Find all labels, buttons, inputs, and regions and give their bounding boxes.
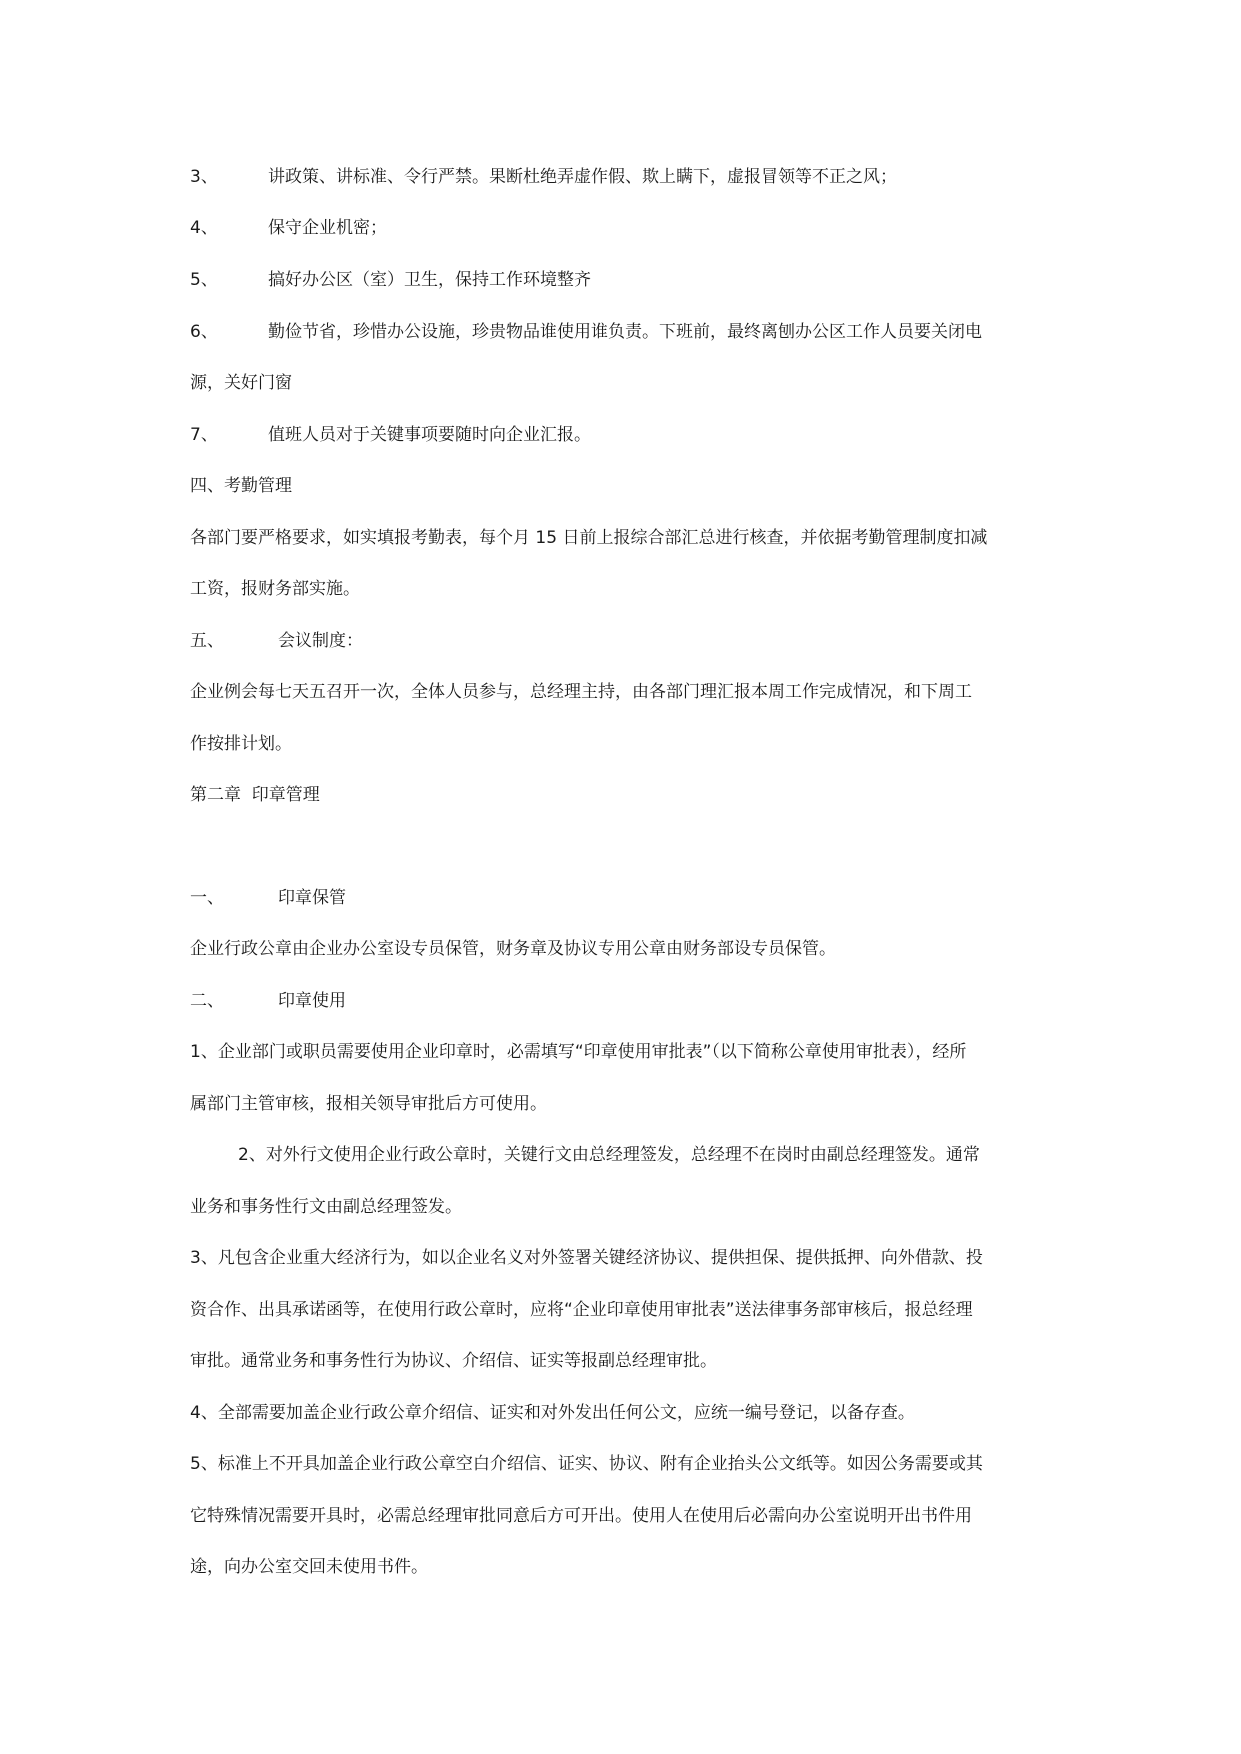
rule-text: 保守企业机密； <box>268 218 387 238</box>
usage-item-1-line: 属部门主管审核，报相关领导审批后方可使用。 <box>190 1094 547 1114</box>
attendance-paragraph-line: 工资，报财务部实施。 <box>190 579 360 599</box>
rule-number: 3、 <box>190 167 218 187</box>
usage-item-2-line: 业务和事务性行文由副总经理签发。 <box>190 1197 462 1217</box>
usage-item-3-line: 资合作、出具承诺函等，在使用行政公章时，应将“企业印章使用审批表”送法律事务部审核后，报总经理 <box>190 1300 973 1320</box>
rule-item-6 <box>190 320 982 344</box>
rule-item-4 <box>190 216 387 240</box>
attendance-heading: 四、考勤管理 <box>190 476 292 496</box>
rule-item-3 <box>190 165 897 189</box>
section-heading-text: 印章保管 <box>278 888 346 908</box>
section-heading-text: 会议制度： <box>278 631 363 651</box>
meeting-paragraph-line: 作按排计划。 <box>190 734 292 754</box>
rule-text: 值班人员对于关键事项要随时向企业汇报。 <box>268 425 591 445</box>
rule-text: 勤俭节省，珍惜办公设施，珍贵物品谁使用谁负责。下班前，最终离刨办公区工作人员要关闭电 <box>268 322 982 342</box>
usage-item-5-line: 5、标准上不开具加盖企业行政公章空白介绍信、证实、协议、附有企业抬头公文纸等。如因公务需要或其 <box>190 1454 983 1474</box>
section-number: 二、 <box>190 991 224 1011</box>
attendance-paragraph-line: 各部门要严格要求，如实填报考勤表，每个月 15 日前上报综合部汇总进行核查，并依据考勤管理制度扣减 <box>190 528 988 548</box>
chapter-title: 第二章 印章管理 <box>190 785 320 805</box>
usage-item-3-line: 3、凡包含企业重大经济行为，如以企业名义对外签署关键经济协议、提供担保、提供抵押、向外借款、投 <box>190 1248 983 1268</box>
rule-number: 5、 <box>190 270 218 290</box>
usage-item-5-line: 它特殊情况需要开具时，必需总经理审批同意后方可开出。使用人在使用后必需向办公室说明开出书件用 <box>190 1506 972 1526</box>
usage-item-5-line: 途，向办公室交回未使用书件。 <box>190 1557 428 1577</box>
usage-item-4-line: 4、全部需要加盖企业行政公章介绍信、证实和对外发出任何公文，应统一编号登记，以备存查。 <box>190 1403 915 1423</box>
meeting-paragraph-line: 企业例会每七天五召开一次，全体人员参与，总经理主持，由各部门理汇报本周工作完成情况，和下周工 <box>190 682 972 702</box>
seal-custody-paragraph: 企业行政公章由企业办公室设专员保管，财务章及协议专用公章由财务部设专员保管。 <box>190 939 836 959</box>
section-number: 一、 <box>190 888 224 908</box>
rule-item-6-continued: 源，关好门窗 <box>190 373 292 393</box>
rule-item-7 <box>190 423 591 447</box>
rule-number: 7、 <box>190 425 218 445</box>
usage-item-1-line: 1、企业部门或职员需要使用企业印章时，必需填写“印章使用审批表”（以下简称公章使用审批表），经所 <box>190 1042 967 1062</box>
usage-item-3-line: 审批。通常业务和事务性行为协议、介绍信、证实等报副总经理审批。 <box>190 1351 717 1371</box>
rule-number: 6、 <box>190 322 218 342</box>
section-number: 五、 <box>190 631 224 651</box>
rule-text: 讲政策、讲标准、令行严禁。果断杜绝弄虚作假、欺上瞒下，虚报冒领等不正之风； <box>268 167 897 187</box>
rule-number: 4、 <box>190 218 218 238</box>
rule-text: 搞好办公区（室）卫生，保持工作环境整齐 <box>268 270 591 290</box>
section-heading-text: 印章使用 <box>278 991 346 1011</box>
seal-usage-heading <box>190 989 346 1013</box>
meeting-heading <box>190 629 363 653</box>
rule-item-5 <box>190 268 591 292</box>
seal-custody-heading <box>190 886 346 910</box>
usage-item-2-line: 2、对外行文使用企业行政公章时，关键行文由总经理签发，总经理不在岗时由副总经理签发。通常 <box>238 1145 980 1165</box>
